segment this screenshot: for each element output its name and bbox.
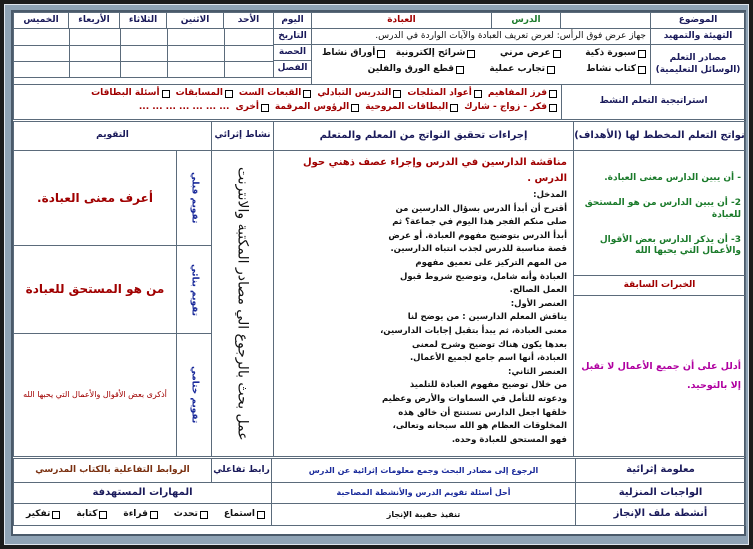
procedures-cell [273, 150, 574, 457]
procedure-line: المدخل: [533, 190, 567, 200]
evaluation-text-pre: أعرف معنى العبادة. [13, 150, 177, 246]
strategy-checkbox[interactable]: البطاقات المروحية [365, 102, 458, 113]
procedure-line: العنصر الثاني: [508, 366, 567, 377]
skills-list [13, 503, 272, 526]
evaluation-header: التقويم [13, 121, 212, 151]
schedule-label-day: اليوم [273, 12, 312, 29]
resource-checkbox[interactable]: تجارب عملية [470, 64, 555, 75]
strategy-checkbox[interactable]: الرؤوس المرقمة [275, 102, 359, 113]
enrichment-text: الرجوع إلى مصادر البحث وجمع معلومات إثرائية عن الدرس [271, 458, 576, 483]
intro-label: التهيئة والتمهيد [650, 28, 746, 45]
procedures-header: إجراءات تحقيق النواتج من المعلم والمتعلم [273, 121, 574, 151]
portfolio-label: أنشطة ملف الإنجاز [575, 503, 746, 526]
evaluation-label-final: تقويم ختامي [176, 333, 212, 457]
topic-value [560, 12, 651, 29]
procedure-line: قصة مناسبة للدرس لجذب انتباه الدارسين. [390, 244, 567, 255]
intro-text: جهاز عرض فوق الرأس: لعرض تعريف العبادة والآيات الواردة في الدرس. [311, 28, 651, 45]
procedure-line: المخلوقات العظام هو الله سبحانه وتعالى، [392, 421, 567, 432]
skill-checkbox-reading[interactable]: قراءة [123, 509, 158, 520]
strategy-checkbox[interactable]: أخرى [235, 102, 268, 113]
procedure-line: يناقش المعلم الدارسين : من يوضح لنا [407, 312, 567, 323]
procedure-line: ودعوته للتأمل في السماوات والأرض وعظيم [381, 393, 567, 404]
strategy-checkbox[interactable]: أعواد المثلجات [407, 88, 481, 99]
strategy-list [13, 84, 562, 120]
procedure-line: من خلال توضيح مفهوم العبادة للتلميذ [409, 380, 567, 391]
evaluation-text-formative: من هو المستحق للعبادة [13, 245, 177, 334]
procedure-line: العمل الصالح. [509, 285, 567, 296]
day-tuesday: الثلاثاء [119, 12, 167, 29]
procedure-line: معنى العبادة، ثم يبدأ بتقبل إجابات الدارسين، [380, 325, 567, 336]
objectives-header: نواتج التعلم المخطط لها (الأهداف) [573, 121, 746, 151]
portfolio-text: تنفيذ حقيبة الإنجاز [271, 503, 576, 526]
resources-list [311, 44, 651, 85]
strategy-checkbox[interactable]: القبعات الست [239, 88, 311, 99]
procedure-line: أبدأ الدرس بتوضيح مفهوم العبادة. أو عرض [388, 230, 567, 241]
enrichment-label: معلومة إثرائية [575, 458, 746, 483]
strategy-other-dots: ... ... ... ... ... ... ... [138, 102, 230, 113]
objectives-cell [573, 150, 746, 276]
strategy-checkbox[interactable]: فرز المفاهيم [488, 88, 557, 99]
strategy-checkbox[interactable]: التدريس التبادلي [317, 88, 401, 99]
procedure-line: فهو المستحق للعبادة وحده. [451, 434, 567, 445]
strategy-checkbox[interactable]: المسابقات [176, 88, 233, 99]
procedure-line: العبادة، أنها اسم جامع لجميع الأعمال. [409, 353, 567, 364]
schedule-label-date: التاريخ [273, 28, 312, 45]
objective-item: 3- أن يذكر الدارس بعض الأقوال والأعمال التي يحبها الله [599, 234, 741, 256]
resource-checkbox[interactable]: سبورة ذكية [567, 48, 646, 59]
objective-item: 2- أن يبين الدارس من هو المستحق للعبادة [584, 198, 741, 220]
lesson-label: الدرس [491, 12, 561, 29]
day-wednesday: الأربعاء [68, 12, 120, 29]
resources-label: مصادر التعلم (الوسائل التعليمية) [650, 44, 746, 85]
prior-experience-header: الخبرات السابقة [573, 275, 746, 296]
schedule-grid [13, 28, 274, 78]
resource-checkbox[interactable]: شرائح إلكترونية [391, 48, 475, 59]
skill-checkbox-listening[interactable]: استماع [224, 509, 265, 520]
procedure-line: بعدها يكون هناك توضيح وشرح لمعنى [412, 339, 567, 350]
activity-header: نشاط إثرائي [211, 121, 274, 151]
lesson-plan-sheet [11, 10, 746, 536]
page-frame [4, 4, 749, 545]
day-thursday: الخميس [13, 12, 69, 29]
procedure-line: خلقها اجعل الدارس تستنتج أن خالق هذه [398, 407, 567, 418]
evaluation-text-final: أذكرى بعض الأقوال والأعمال التي يحبها الله [13, 333, 177, 457]
resource-checkbox[interactable]: عرض مرني [481, 48, 560, 59]
strategy-label: استراتيجية التعلم النشط [561, 84, 746, 120]
homework-label: الواجبات المنزلية [575, 482, 746, 504]
resource-checkbox[interactable]: كتاب نشاط [561, 64, 646, 75]
day-monday: الاثنين [166, 12, 224, 29]
evaluation-label-pre: تقويم قبلي [176, 150, 212, 246]
lesson-value: العبادة [311, 12, 492, 29]
procedure-line: من المهم التركيز على تعميق مفهوم [415, 257, 567, 268]
activity-cell [211, 150, 274, 457]
resource-checkbox[interactable]: أوراق نشاط [322, 48, 385, 59]
procedure-line: صلى منكم الفجر هذا اليوم في جماعة؟ ثم [392, 217, 567, 228]
interactive-link-text[interactable]: الروابط التفاعلية بالكتاب المدرسي [13, 458, 212, 483]
procedures-lead: مناقشة الدارسين في الدرس وإجراء عصف ذهني حول الدرس . [302, 157, 567, 184]
evaluation-label-formative: تقويم بنائي [176, 245, 212, 334]
schedule-label-class: الفصل [273, 60, 312, 78]
skill-checkbox-speaking[interactable]: تحدث [174, 509, 208, 520]
homework-text: أحل أسئلة تقويم الدرس والأنشطة المصاحبة [271, 482, 576, 504]
resource-checkbox[interactable]: قطع الورق والفلين [368, 64, 464, 75]
activity-text: عمل بحث بالرجوع الي مصادر المكتبة والانترنت [234, 166, 251, 441]
skill-checkbox-thinking[interactable]: تفكير [26, 509, 60, 520]
procedure-line: العنصر الأول: [510, 298, 567, 309]
objective-item: - أن يبين الدارس معنى العبادة. [604, 173, 741, 183]
strategy-checkbox[interactable]: فكر - زواج - شارك [464, 102, 557, 113]
interactive-link-label: رابط تفاعلي [211, 458, 272, 483]
topic-label: الموضوع [650, 12, 746, 29]
prior-experience-text: أدلل على أن جميع الأعمال لا تقبل إلا بالتوحيد. [573, 295, 746, 457]
procedure-line: أقترح أن أبدأ الدرس بسؤال الدارسين من [395, 203, 567, 214]
procedure-line: العبادة وأنه شامل، وتوضيح شروط قبول [399, 271, 567, 282]
skill-checkbox-writing[interactable]: كتابة [76, 509, 107, 520]
schedule-label-period: الحصة [273, 44, 312, 61]
day-sunday: الأحد [223, 12, 274, 29]
target-skills-label: المهارات المستهدفة [13, 482, 272, 504]
strategy-checkbox[interactable]: أسئلة البطاقات [91, 88, 169, 99]
